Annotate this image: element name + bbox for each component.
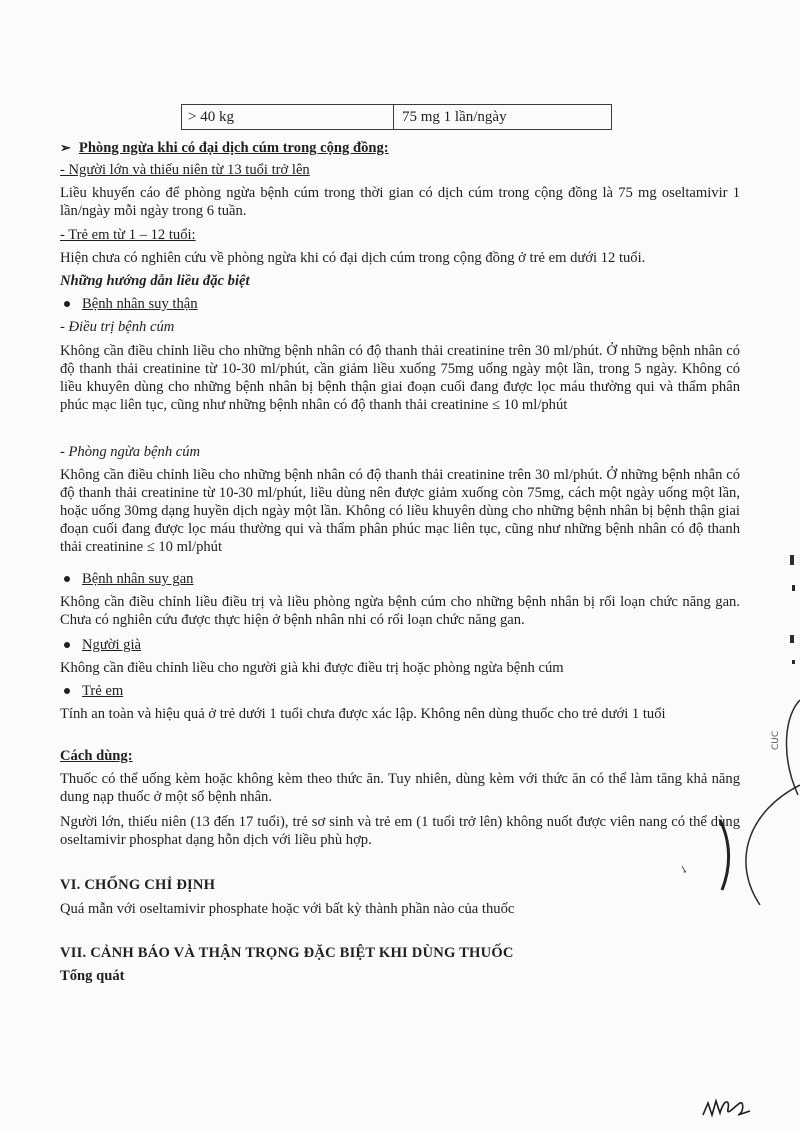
renal-treat-label: - Điều trị bệnh cúm	[60, 319, 175, 335]
svg-text:✓: ✓	[676, 862, 692, 877]
warnings-heading: VII. CẢNH BÁO VÀ THẬN TRỌNG ĐẶC BIỆT KHI DÙNG THUỐC	[60, 945, 514, 961]
community-heading-row	[60, 139, 389, 157]
usage-text-2: Người lớn, thiếu niên (13 đến 17 tuổi), trẻ sơ sinh và trẻ em (1 tuổi trở lên) không nuốt được viên nang có thể dùng oseltamivir phosphat dạng hỗn dịch với liều phù hợp.	[60, 814, 740, 848]
signature-icon	[700, 1095, 760, 1123]
contraindications-text: Quá mẫn với oseltamivir phosphate hoặc với bất kỳ thành phần nào của thuốc	[60, 901, 515, 917]
stamp-text-edge-icon	[770, 545, 800, 805]
adult-text: Liều khuyến cáo để phòng ngừa bệnh cúm trong thời gian có dịch cúm trong cộng đồng là 75 mg oseltamivir 1 lần/ngày mỗi ngày trong 6 tuần.	[60, 185, 740, 219]
renal-treat-text: Không cần điều chỉnh liều cho những bệnh nhân có độ thanh thải creatinine trên 30 ml/phút. Ở những bệnh nhân có độ thanh thải creatinine từ 10-30 ml/phút, cần giảm liều xuống 75mg uống ngày một lần, trong 5 ngày. Không có liều khuyên dùng cho những bệnh nhân bị bệnh thận giai đoạn cuối đang được lọc máu thường qui và thẩm phân phúc mạc liên tục, cũng như những bệnh nhân có độ thanh thải creatinine ≤ 10 ml/phút	[60, 343, 740, 413]
special-dosing-heading: Những hướng dẫn liều đặc biệt	[60, 273, 250, 289]
usage-text-1: Thuốc có thể uống kèm hoặc không kèm theo thức ăn. Tuy nhiên, dùng kèm với thức ăn có thể làm tăng khả năng dung nạp thuốc ở một số bệnh nhân.	[60, 771, 740, 805]
hepatic-label: Bệnh nhân suy gan	[82, 571, 194, 587]
bullet-icon	[64, 688, 70, 694]
hepatic-bullet	[60, 570, 193, 588]
svg-text:CUC: CUC	[771, 730, 781, 750]
elderly-bullet	[60, 636, 141, 654]
community-heading: Phòng ngừa khi có đại dịch cúm trong cộng đồng:	[78, 140, 389, 156]
bullet-icon	[64, 642, 70, 648]
dose-cell: 75 mg 1 lần/ngày	[402, 109, 507, 125]
arrow-bullet-icon: ➢	[60, 140, 71, 155]
renal-prev-text: Không cần điều chỉnh liều cho những bệnh nhân có độ thanh thải creatinine trên 30 ml/phút. Ở những bệnh nhân có độ thanh thải creatinine từ 10-30 ml/phút, liều dùng nên được giảm xuống còn 75mg, cách một ngày uống một lần, hoặc uống 30mg dạng huyền dịch ngày một lần. Không có liều khuyên dùng cho những bệnh nhân bị bệnh thận giai đoạn cuối đang được lọc máu thường qui và thẩm phân phúc mạc liên tục, cũng như những bệnh nhân có độ thanh thải creatinine ≤ 10 ml/phút	[60, 467, 740, 555]
contraindications-heading: VI. CHỐNG CHỈ ĐỊNH	[60, 877, 216, 893]
child-community-text: Hiện chưa có nghiên cứu về phòng ngừa khi có đại dịch cúm trong cộng đồng ở trẻ em dưới 12 tuổi.	[60, 250, 646, 266]
usage-heading: Cách dùng:	[60, 748, 133, 764]
elderly-text: Không cần điều chỉnh liều cho người già khi được điều trị hoặc phòng ngừa bệnh cúm	[60, 660, 564, 676]
renal-bullet	[60, 295, 198, 313]
hepatic-text: Không cần điều chỉnh liều điều trị và liều phòng ngừa bệnh cúm cho những bệnh nhân bị rối loạn chức năng gan. Chưa có nghiên cứu được thực hiện ở bệnh nhân nhi có rối loạn chức năng gan.	[60, 594, 740, 628]
child-text: Tính an toàn và hiệu quả ở trẻ dưới 1 tuổi chưa được xác lập. Không nên dùng thuốc cho trẻ dưới 1 tuổi	[60, 706, 666, 722]
child-label: Trẻ em	[82, 683, 124, 699]
elderly-label: Người già	[82, 637, 141, 653]
renal-label: Bệnh nhân suy thận	[82, 296, 198, 312]
bullet-icon	[64, 576, 70, 582]
adult-label: - Người lớn và thiếu niên từ 13 tuổi trở lên	[60, 162, 310, 178]
child-bullet	[60, 682, 123, 700]
general-subheading: Tổng quát	[60, 968, 125, 984]
dose-table-row	[181, 104, 612, 130]
weight-cell: > 40 kg	[182, 105, 394, 129]
child-community-label: - Trẻ em từ 1 – 12 tuổi:	[60, 227, 196, 243]
renal-prev-label: - Phòng ngừa bệnh cúm	[60, 444, 201, 460]
bullet-icon	[64, 301, 70, 307]
